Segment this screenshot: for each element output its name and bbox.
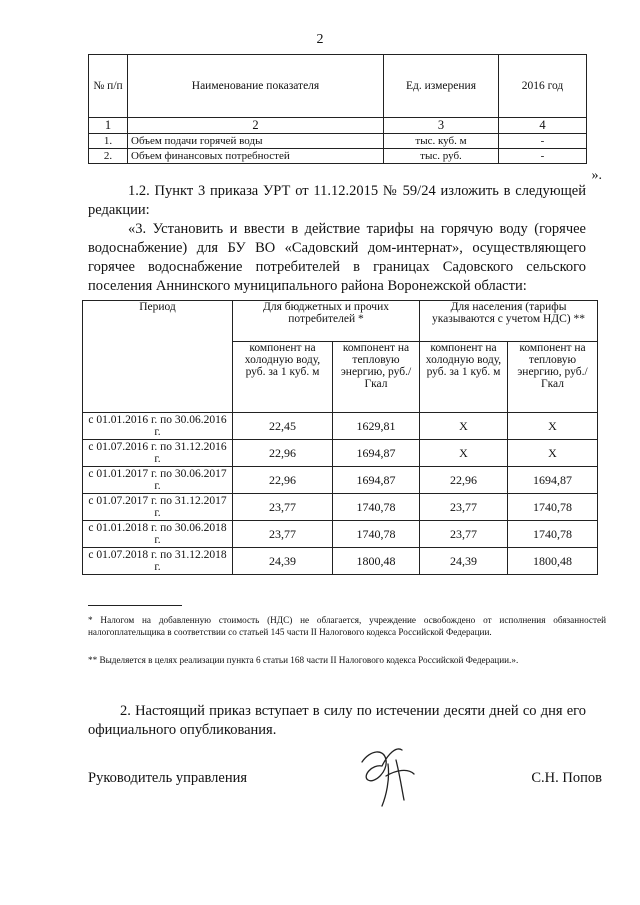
paragraph-tariffs: «3. Установить и ввести в действие тарифы на горячую воду (горячее водоснабжение) для БУ ВО «Садовский дом-интернат», осуществляющего горячее водоснабжение потребителей в границах Садовского сельского поселения Аннинского муниципального района Воронежской области: — [88, 221, 586, 294]
table-cell: тыс. руб. — [384, 149, 499, 164]
table-row — [89, 134, 587, 149]
table-cell: 1800,48 — [333, 548, 420, 575]
handwritten-signature — [352, 740, 422, 810]
table-cell: 23,77 — [233, 494, 333, 521]
table-cell: 1740,78 — [508, 521, 598, 548]
table-cell: 1740,78 — [333, 521, 420, 548]
period-cell: с 01.01.2018 г. по 30.06.2018 г. — [83, 521, 233, 548]
table-cell: 1694,87 — [333, 467, 420, 494]
table-cell: тыс. куб. м — [384, 134, 499, 149]
table-cell: - — [499, 134, 587, 149]
subheader-cell: компонент на тепловую энергию, руб./Гкал — [333, 342, 420, 413]
index-cell: 1 — [89, 118, 128, 134]
tariffs-table — [82, 300, 598, 575]
header-population: Для населения (тарифы указываются с учетом НДС) ** — [420, 301, 598, 342]
header-cell: № п/п — [89, 55, 128, 118]
signatory-name: С.Н. Попов — [531, 770, 602, 786]
table-cell: 23,77 — [420, 521, 508, 548]
period-cell: с 01.07.2018 г. по 31.12.2018 г. — [83, 548, 233, 575]
table-header-row — [89, 55, 587, 118]
footnote-allocation: ** Выделяется в целях реализации пункта 6 статьи 168 части II Налогового кодекса Российской Федерации.». — [88, 655, 519, 665]
table-cell: 22,96 — [233, 467, 333, 494]
footnote-separator — [88, 605, 182, 606]
header-budget: Для бюджетных и прочих потребителей * — [233, 301, 420, 342]
table-cell: 23,77 — [420, 494, 508, 521]
table-row — [83, 467, 598, 494]
table-cell: X — [420, 413, 508, 440]
table-header-row — [83, 301, 598, 342]
table-cell: 24,39 — [420, 548, 508, 575]
table-cell: 1800,48 — [508, 548, 598, 575]
footnote-vat: * Налогом на добавленную стоимость (НДС) не облагается, учреждение освобождено от исполнения обязанностей налогоплательщика в соответствии со статьей 145 части II Налогового кодекса Российской Федерации. — [88, 615, 606, 637]
index-cell: 2 — [128, 118, 384, 134]
table-cell: X — [508, 413, 598, 440]
table-cell: 1740,78 — [508, 494, 598, 521]
indicators-table — [88, 54, 587, 164]
period-cell: с 01.01.2016 г. по 30.06.2016 г. — [83, 413, 233, 440]
header-period: Период — [83, 301, 233, 413]
table-row — [83, 548, 598, 575]
table-cell: X — [508, 440, 598, 467]
period-cell: с 01.07.2016 г. по 31.12.2016 г. — [83, 440, 233, 467]
paragraph-effective: 2. Настоящий приказ вступает в силу по истечении десяти дней со дня его официального опубликования. — [88, 703, 586, 738]
table-cell: 1740,78 — [333, 494, 420, 521]
table-cell: 24,39 — [233, 548, 333, 575]
table-row — [83, 494, 598, 521]
table-cell: X — [420, 440, 508, 467]
table-row — [83, 413, 598, 440]
signatory-title: Руководитель управления — [88, 770, 248, 786]
subheader-cell: компонент на тепловую энергию, руб./Гкал — [508, 342, 598, 413]
index-cell: 4 — [499, 118, 587, 134]
subheader-cell: компонент на холодную воду, руб. за 1 куб. м — [233, 342, 333, 413]
header-cell: Ед. измерения — [384, 55, 499, 118]
table-cell: 22,96 — [420, 467, 508, 494]
header-cell: 2016 год — [499, 55, 587, 118]
table-cell: Объем подачи горячей воды — [128, 134, 384, 149]
table-cell: 2. — [89, 149, 128, 164]
paragraph-amendment: 1.2. Пункт 3 приказа УРТ от 11.12.2015 № 59/24 изложить в следующей редакции: — [88, 183, 586, 218]
table-cell: 23,77 — [233, 521, 333, 548]
header-cell: Наименование показателя — [128, 55, 384, 118]
table-cell: 1. — [89, 134, 128, 149]
table-cell: 1694,87 — [333, 440, 420, 467]
table-row — [89, 149, 587, 164]
table-cell: - — [499, 149, 587, 164]
period-cell: с 01.07.2017 г. по 31.12.2017 г. — [83, 494, 233, 521]
page-number: 2 — [316, 32, 324, 47]
table-cell: 1694,87 — [508, 467, 598, 494]
table-cell: Объем финансовых потребностей — [128, 149, 384, 164]
table-cell: 22,45 — [233, 413, 333, 440]
table-index-row — [89, 118, 587, 134]
index-cell: 3 — [384, 118, 499, 134]
period-cell: с 01.01.2017 г. по 30.06.2017 г. — [83, 467, 233, 494]
subheader-cell: компонент на холодную воду, руб. за 1 куб. м — [420, 342, 508, 413]
table-row — [83, 521, 598, 548]
quote-end: ». — [591, 168, 602, 183]
table-cell: 22,96 — [233, 440, 333, 467]
table-cell: 1629,81 — [333, 413, 420, 440]
table-row — [83, 440, 598, 467]
